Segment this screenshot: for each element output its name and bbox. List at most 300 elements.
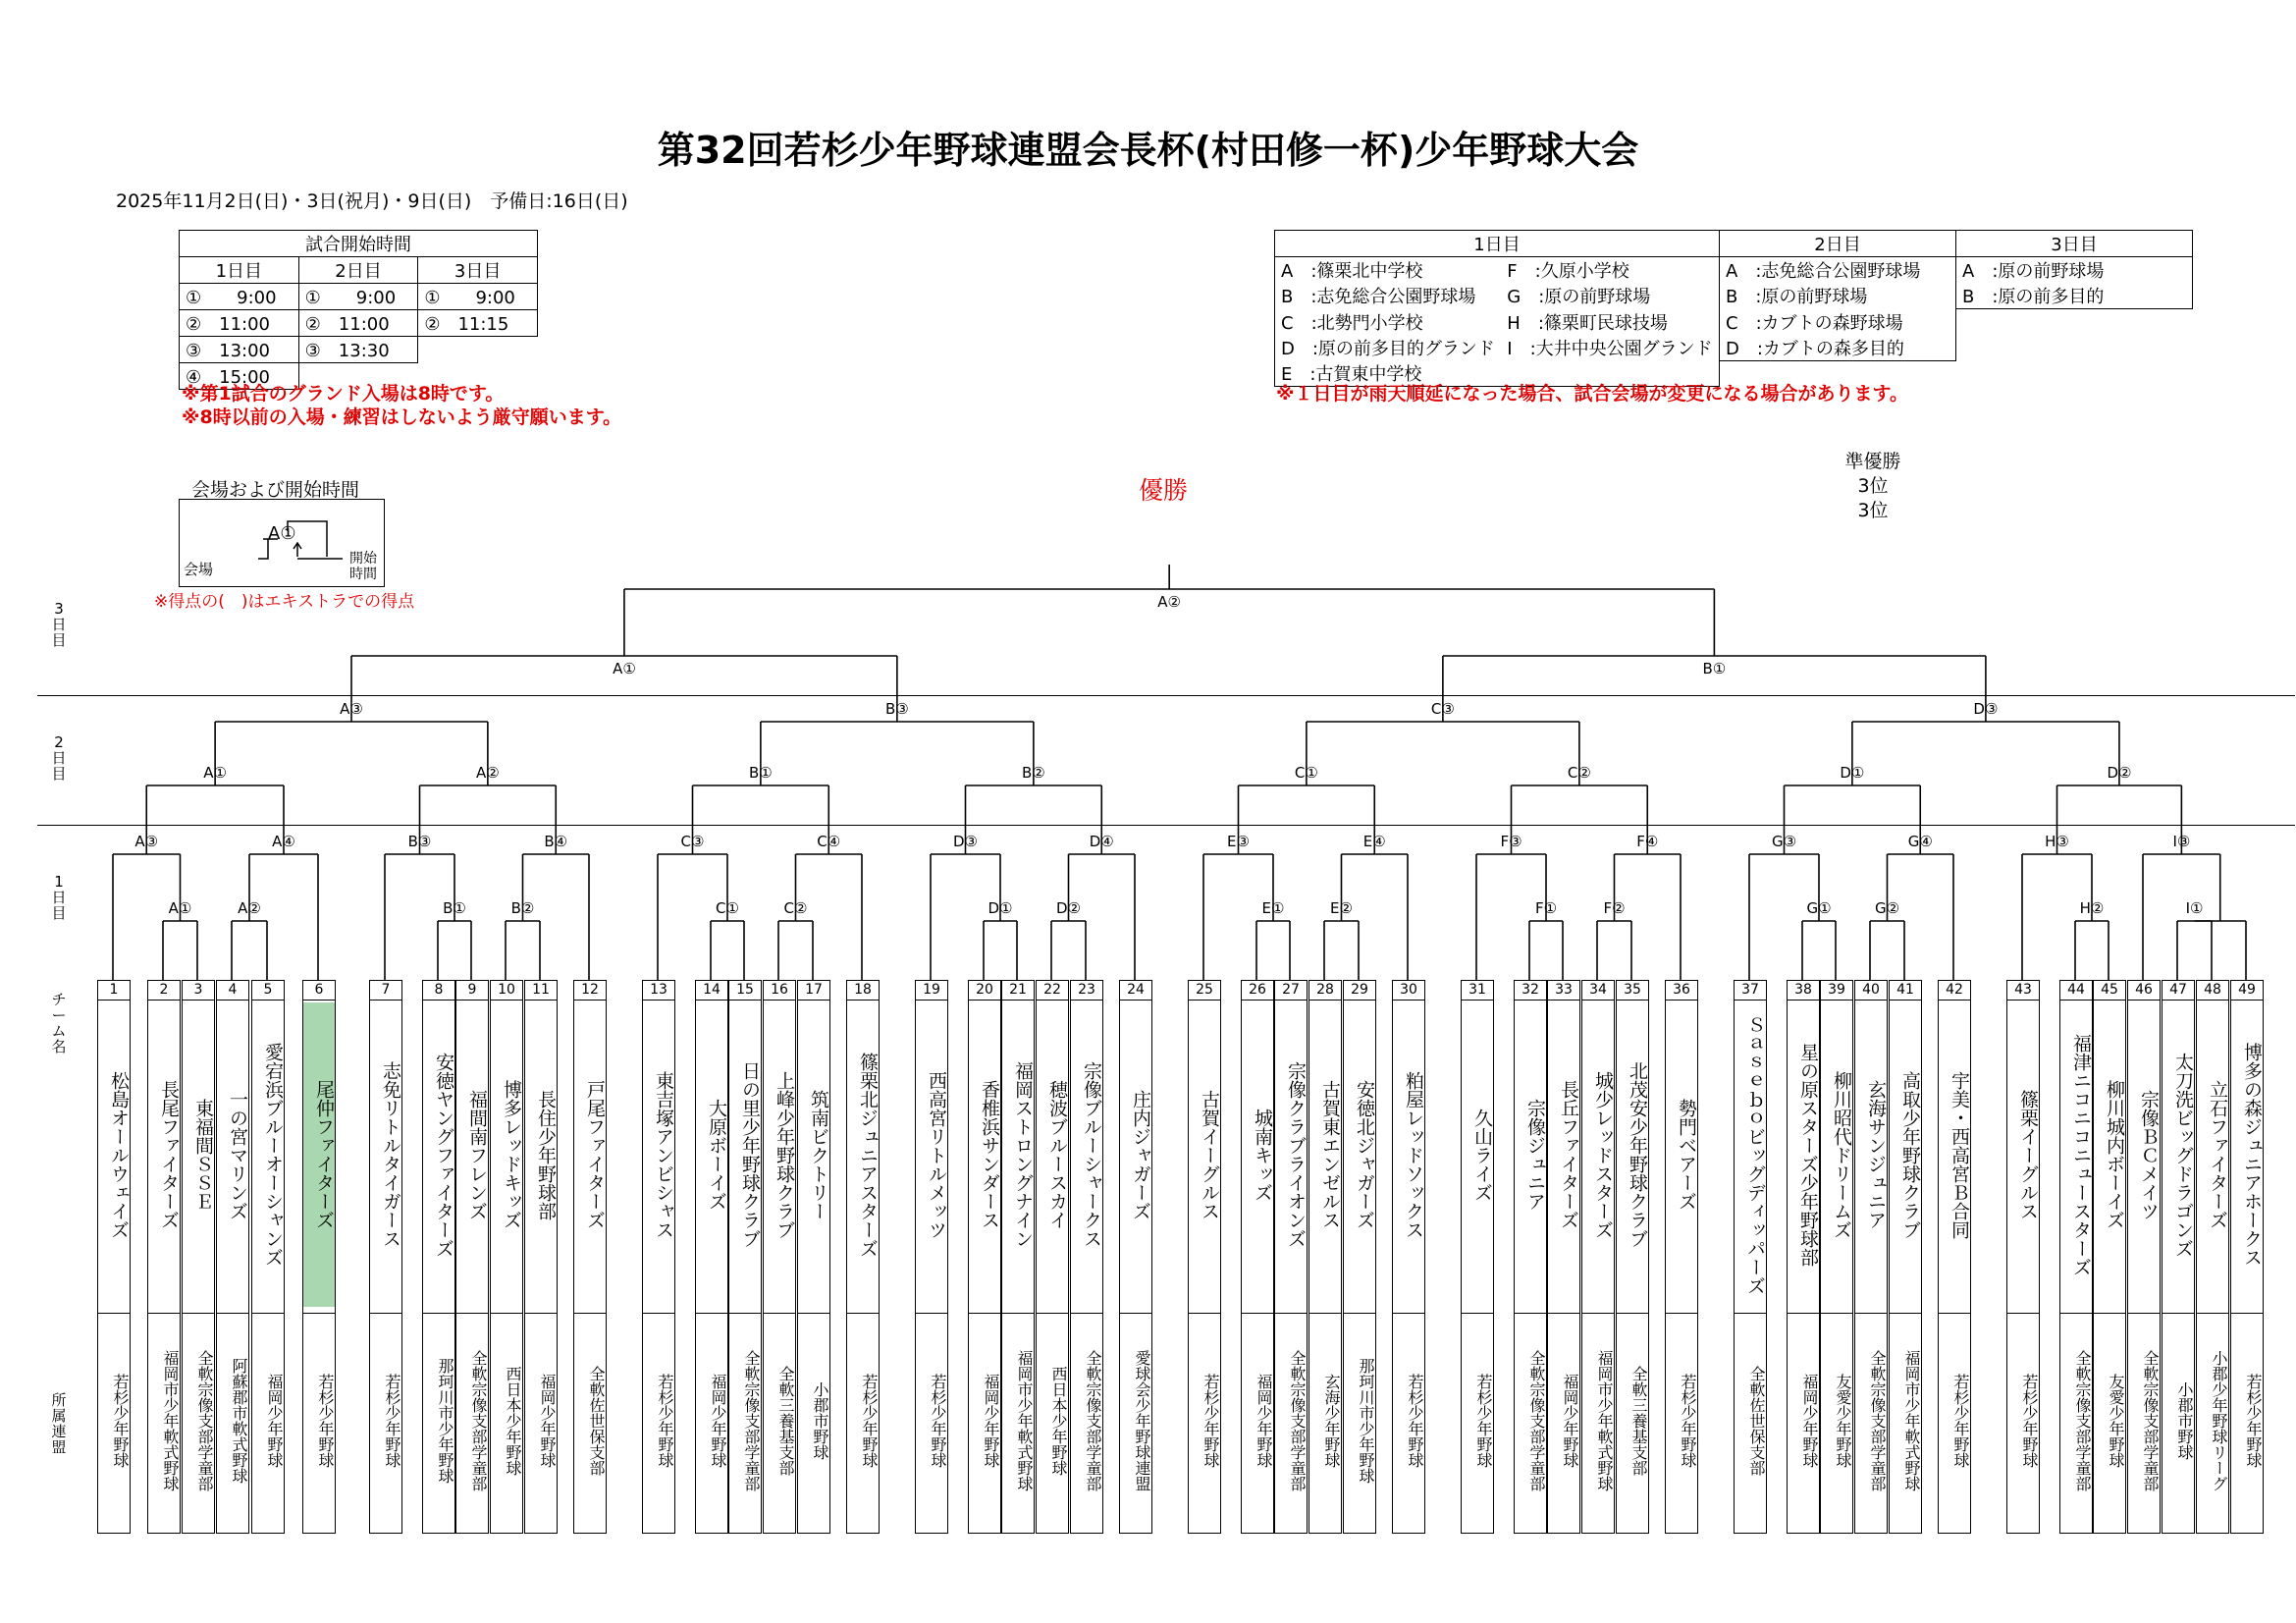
venue-cell: H :篠栗町民球技場 [1501, 309, 1719, 335]
team-separator [1735, 1313, 1766, 1314]
team-separator [798, 1313, 829, 1314]
team-column [1274, 980, 1308, 1534]
first-round-slot: G② [1874, 899, 1900, 917]
team-name: 筑南ビクトリー [808, 1089, 829, 1220]
team-league: 全軟宗像支部学童部 [2141, 1350, 2160, 1491]
team-league: 小郡市野球 [2175, 1381, 2194, 1460]
team-league: 福岡少年野球 [1255, 1374, 1273, 1468]
team-league: 愛球会少年野球連盟 [1133, 1350, 1151, 1491]
team-league: 友愛少年野球 [2107, 1374, 2125, 1468]
tournament-dates: 2025年11月2日(日)・3日(祝月)・9日(日) 予備日:16日(日) [116, 190, 628, 212]
team-number: 4 [217, 981, 248, 1001]
team-league: 若杉少年野球 [1951, 1374, 1970, 1468]
team-separator [525, 1313, 557, 1314]
team-name: 宗像ブルーシャークス [1081, 1061, 1102, 1248]
team-separator [574, 1313, 606, 1314]
team-league: 福岡少年野球 [265, 1374, 284, 1468]
team-separator [1189, 1313, 1220, 1314]
team-league: 全軟宗像支部学童部 [1868, 1350, 1887, 1491]
team-number: 33 [1548, 981, 1579, 1001]
legend-time-label: 開始時間 [349, 551, 377, 582]
row-label-team: チーム名 [51, 991, 67, 1055]
team-column [369, 980, 402, 1534]
team-column [2230, 980, 2264, 1534]
venue-cell: D :カブトの森多目的 [1720, 335, 1956, 361]
team-number: 39 [1821, 981, 1852, 1001]
team-league: 若杉少年野球 [1474, 1374, 1493, 1468]
time-cell: ② 11:00 [298, 310, 418, 337]
day-header: 1日目 [180, 257, 299, 284]
team-number: 20 [969, 981, 1000, 1001]
third-label: 3位 [1857, 475, 1889, 497]
team-name: 北茂安少年野球クラブ [1627, 1061, 1648, 1248]
team-number: 46 [2128, 981, 2160, 1001]
venue-day-header: 1日目 [1275, 231, 1720, 257]
day1-slot: C④ [817, 833, 841, 850]
team-separator [1939, 1313, 1970, 1314]
team-column [2006, 980, 2040, 1534]
time-cell: ③ 13:30 [298, 337, 418, 363]
team-league: 若杉少年野球 [383, 1374, 401, 1468]
day1-slot: I③ [2172, 833, 2191, 850]
team-name: 穂波ブルースカイ [1046, 1080, 1068, 1229]
team-name: 長住少年野球部 [535, 1089, 557, 1220]
final-slot: A② [1157, 593, 1182, 611]
team-separator [2128, 1313, 2160, 1314]
day1-slot: D④ [1089, 833, 1114, 850]
day1-slot: F③ [1500, 833, 1522, 850]
team-column [1889, 980, 1922, 1534]
venue-cell: G :原の前野球場 [1501, 283, 1719, 309]
team-separator [456, 1313, 488, 1314]
time-cell: ① 9:00 [298, 284, 418, 310]
team-column [1938, 980, 1971, 1534]
first-round-slot: C① [716, 899, 739, 917]
team-column [1392, 980, 1425, 1534]
team-separator [1393, 1313, 1424, 1314]
team-league: 若杉少年野球 [2020, 1374, 2039, 1468]
team-separator [2094, 1313, 2125, 1314]
team-number: 1 [98, 981, 130, 1001]
team-league: 福岡市少年軟式野球 [161, 1350, 180, 1491]
note-ground-entry: ※第1試合のグランド入場は8時です。 [182, 383, 505, 405]
team-name: 戸尾ファイターズ [584, 1080, 606, 1229]
team-column [763, 980, 796, 1534]
day2-slot: D③ [1973, 700, 1999, 718]
team-separator [217, 1313, 248, 1314]
legend-title: 会場および開始時間 [191, 479, 360, 501]
day3-slot: A① [613, 660, 636, 677]
team-name: 庄内ジャガーズ [1130, 1089, 1151, 1220]
day2-first-slot: A② [476, 764, 500, 782]
team-number: 48 [2197, 981, 2228, 1001]
team-number: 45 [2094, 981, 2125, 1001]
team-separator [1120, 1313, 1151, 1314]
team-separator [764, 1313, 795, 1314]
time-cell: ④ 15:00 [180, 363, 299, 390]
team-league: 全軟三養基支部 [1629, 1366, 1648, 1476]
note-practice: ※8時以前の入場・練習はしないよう厳守願います。 [182, 406, 622, 428]
team-column [1581, 980, 1615, 1534]
team-name: 愛宕浜ブルーオーシャンズ [262, 1043, 284, 1267]
team-column [216, 980, 249, 1534]
first-round-slot: E① [1261, 899, 1285, 917]
team-separator [696, 1313, 727, 1314]
third-label: 3位 [1857, 500, 1889, 521]
team-column [2127, 980, 2161, 1534]
team-column [1461, 980, 1494, 1534]
day1-slot: G④ [1907, 833, 1933, 850]
team-name: 宇美・西高宮Ｂ合同 [1949, 1070, 1970, 1239]
team-column [2162, 980, 2195, 1534]
team-separator [1788, 1313, 1819, 1314]
team-league: 若杉少年野球 [1406, 1374, 1424, 1468]
team-separator [1821, 1313, 1852, 1314]
venue-cell: I :大井中央公園グランド [1501, 335, 1719, 361]
first-round-slot: I① [2185, 899, 2204, 917]
team-league: 全軟宗像支部学童部 [2073, 1350, 2092, 1491]
team-league: 小郡少年野球リーグ [2210, 1350, 2228, 1491]
day1-slot: G③ [1771, 833, 1797, 850]
team-number: 8 [423, 981, 454, 1001]
team-column [915, 980, 948, 1534]
team-column [1343, 980, 1376, 1534]
team-league: 福岡少年野球 [1561, 1374, 1579, 1468]
team-column [1001, 980, 1035, 1534]
team-column [97, 980, 131, 1534]
team-number: 19 [916, 981, 947, 1001]
team-number: 34 [1582, 981, 1614, 1001]
team-number: 36 [1666, 981, 1697, 1001]
first-round-slot: F① [1534, 899, 1558, 917]
team-league: 小郡市野球 [811, 1381, 829, 1460]
team-league: 那珂川市少年野球 [1357, 1358, 1375, 1484]
row-label-day2: 2日目 [51, 733, 67, 783]
team-name: 尾仲ファイターズ [303, 1002, 335, 1307]
row-label-league: 所属連盟 [51, 1391, 67, 1456]
venue-day-header: 2日目 [1720, 231, 1956, 257]
team-column [1734, 980, 1767, 1534]
team-column [1787, 980, 1820, 1534]
team-separator [148, 1313, 180, 1314]
team-league: 全軟佐世保支部 [1747, 1366, 1766, 1476]
venue-day-header: 3日目 [1956, 231, 2193, 257]
team-number: 30 [1393, 981, 1424, 1001]
runner-up-label: 準優勝 [1844, 451, 1901, 472]
team-number: 17 [798, 981, 829, 1001]
team-league: 友愛少年野球 [1834, 1374, 1852, 1468]
team-number: 6 [303, 981, 335, 1001]
team-name: 宗像ＢＣメイツ [2138, 1089, 2160, 1220]
team-separator [423, 1313, 454, 1314]
venue-cell: D :原の前多目的グランド [1275, 335, 1502, 361]
day2-first-slot: B① [749, 764, 773, 782]
team-separator [1462, 1313, 1493, 1314]
team-column [524, 980, 558, 1534]
team-name: 篠栗イーグルス [2017, 1089, 2039, 1220]
first-round-slot: C② [783, 899, 808, 917]
team-separator [252, 1313, 284, 1314]
team-separator [370, 1313, 401, 1314]
team-separator [1037, 1313, 1068, 1314]
day1-slot: A④ [272, 833, 295, 850]
team-number: 26 [1242, 981, 1273, 1001]
first-round-slot: A① [168, 899, 192, 917]
team-separator [491, 1313, 522, 1314]
team-separator [2231, 1313, 2263, 1314]
team-number: 11 [525, 981, 557, 1001]
team-name: 柳川城内ボーイズ [2104, 1080, 2125, 1229]
team-number: 14 [696, 981, 727, 1001]
team-separator [847, 1313, 879, 1314]
team-league: 福岡少年野球 [982, 1374, 1000, 1468]
team-separator [1855, 1313, 1887, 1314]
time-cell: ② 11:00 [180, 310, 299, 337]
team-number: 2 [148, 981, 180, 1001]
team-league: 全軟佐世保支部 [587, 1366, 606, 1476]
team-league: 全軟宗像支部学童部 [742, 1350, 761, 1491]
team-column [1820, 980, 1853, 1534]
team-number: 29 [1344, 981, 1375, 1001]
team-number: 37 [1735, 981, 1766, 1001]
champion-label: 優勝 [1139, 476, 1189, 505]
team-name: 久山ライズ [1471, 1108, 1493, 1202]
team-league: 若杉少年野球 [860, 1374, 879, 1468]
team-league: 福岡少年野球 [538, 1374, 557, 1468]
team-league: 若杉少年野球 [656, 1374, 674, 1468]
team-column [728, 980, 762, 1534]
team-number: 7 [370, 981, 401, 1001]
row-label-day1: 1日目 [51, 873, 67, 922]
team-column [2093, 980, 2126, 1534]
first-round-slot: H② [2079, 899, 2105, 917]
first-round-slot: D② [1056, 899, 1081, 917]
note-rain-delay: ※１日目が雨天順延になった場合、試合会場が変更になる場合があります。 [1276, 383, 1908, 405]
team-separator [1515, 1313, 1546, 1314]
team-separator [1275, 1313, 1307, 1314]
first-round-slot: E② [1330, 899, 1353, 917]
team-name: 香椎浜サンダース [979, 1080, 1000, 1229]
day2-first-slot: B② [1022, 764, 1045, 782]
time-cell: ② 11:15 [418, 310, 538, 337]
day1-slot: B④ [544, 833, 568, 850]
team-league: 阿蘇郡市軟式野球 [230, 1358, 248, 1484]
team-number: 32 [1515, 981, 1546, 1001]
team-name: 古賀イーグルス [1199, 1089, 1220, 1220]
team-column [642, 980, 675, 1534]
team-number: 40 [1855, 981, 1887, 1001]
venue-cell: A :原の前野球場 [1956, 257, 2193, 284]
team-column [1665, 980, 1698, 1534]
team-name: 上峰少年野球クラブ [774, 1070, 795, 1239]
day1-slot: D③ [953, 833, 978, 850]
team-column [573, 980, 607, 1534]
team-column [1036, 980, 1069, 1534]
team-league: 福岡少年野球 [1800, 1374, 1819, 1468]
team-name: 福間南フレンズ [466, 1089, 488, 1220]
team-league: 西日本少年野球 [1049, 1366, 1068, 1476]
team-name: 立石ファイターズ [2207, 1080, 2228, 1229]
team-number: 15 [729, 981, 761, 1001]
team-league: 全軟宗像支部学童部 [469, 1350, 488, 1491]
team-separator [1617, 1313, 1648, 1314]
team-column [1070, 980, 1103, 1534]
team-name: 宗像クラブライオンズ [1285, 1061, 1307, 1248]
day1-slot: C③ [680, 833, 705, 850]
team-separator [1309, 1313, 1341, 1314]
venue-cell: B :原の前野球場 [1720, 283, 1956, 309]
team-separator [2060, 1313, 2092, 1314]
team-league: 西日本少年野球 [504, 1366, 522, 1476]
team-number: 38 [1788, 981, 1819, 1001]
team-number: 41 [1890, 981, 1921, 1001]
start-time-header: 試合開始時間 [180, 231, 538, 257]
team-name: 福津ニコニコニュースターズ [2070, 1033, 2092, 1276]
team-separator [729, 1313, 761, 1314]
team-separator [1582, 1313, 1614, 1314]
team-name: 太刀洗ビッグドラゴンズ [2172, 1052, 2194, 1258]
team-number: 47 [2163, 981, 2194, 1001]
team-column [147, 980, 181, 1534]
team-separator [2197, 1313, 2228, 1314]
team-column [1514, 980, 1547, 1534]
team-name: 松島オールウェイズ [108, 1070, 130, 1239]
team-number: 13 [643, 981, 674, 1001]
team-name: 長尾ファイターズ [158, 1080, 180, 1229]
team-name: 高取少年野球クラブ [1899, 1070, 1921, 1239]
team-number: 31 [1462, 981, 1493, 1001]
team-column [1854, 980, 1888, 1534]
team-league: 全軟宗像支部学童部 [195, 1350, 214, 1491]
team-name: 安徳ヤングファイターズ [433, 1052, 454, 1258]
team-column [1308, 980, 1342, 1534]
team-separator [2007, 1313, 2039, 1314]
team-name: 日の里少年野球クラブ [739, 1061, 761, 1248]
team-name: 西高宮リトルメッツ [926, 1070, 947, 1239]
first-round-slot: B① [443, 899, 466, 917]
team-column [2196, 980, 2229, 1534]
team-league: 玄海少年野球 [1322, 1374, 1341, 1468]
team-name: 博多の森ジュニアホークス [2241, 1043, 2263, 1267]
first-round-slot: B② [510, 899, 535, 917]
team-name: 宗像ジュニア [1524, 1099, 1546, 1211]
team-column [968, 980, 1001, 1534]
team-separator [183, 1313, 214, 1314]
team-separator [1071, 1313, 1102, 1314]
team-name: 長丘ファイターズ [1558, 1080, 1579, 1229]
venue-cell: B :原の前多目的 [1956, 283, 2193, 309]
team-name: 粕屋レッドソックス [1403, 1070, 1424, 1239]
team-league: 全軟宗像支部学童部 [1288, 1350, 1307, 1491]
team-number: 49 [2231, 981, 2263, 1001]
day2-first-slot: A① [203, 764, 227, 782]
team-separator [1002, 1313, 1034, 1314]
team-separator [969, 1313, 1000, 1314]
team-name: 一の宮マリンズ [227, 1089, 248, 1220]
team-separator [1242, 1313, 1273, 1314]
day-header: 2日目 [298, 257, 418, 284]
first-round-slot: D① [988, 899, 1013, 917]
team-number: 16 [764, 981, 795, 1001]
time-cell: ① 9:00 [180, 284, 299, 310]
page-title: 第32回若杉少年野球連盟会長杯(村田修一杯)少年野球大会 [657, 129, 1639, 172]
team-separator [303, 1313, 335, 1314]
team-number: 42 [1939, 981, 1970, 1001]
team-name: 城南キッズ [1252, 1108, 1273, 1202]
venue-cell: F :久原小学校 [1501, 257, 1719, 284]
team-number: 9 [456, 981, 488, 1001]
team-name: 東吉塚アンビシャス [653, 1070, 674, 1239]
team-column [1616, 980, 1649, 1534]
first-round-slot: A② [238, 899, 261, 917]
team-name: 城少レッドスターズ [1592, 1070, 1614, 1239]
team-name: 大原ボーイズ [706, 1099, 727, 1211]
team-league: 福岡少年野球 [709, 1374, 727, 1468]
team-number: 3 [183, 981, 214, 1001]
row-label-day3: 3日目 [51, 600, 67, 649]
team-name: 玄海サンジュニア [1865, 1080, 1887, 1229]
team-name: 古賀東エンゼルス [1319, 1080, 1341, 1229]
team-name: 東福間ＳＳＥ [192, 1099, 214, 1211]
team-column [2059, 980, 2093, 1534]
team-column [422, 980, 455, 1534]
team-column [695, 980, 728, 1534]
team-league: 若杉少年野球 [929, 1374, 947, 1468]
legend-extra-note: ※得点の( )はエキストラでの得点 [154, 592, 415, 612]
team-number: 44 [2060, 981, 2092, 1001]
team-separator [98, 1313, 130, 1314]
day1-slot: A③ [134, 833, 159, 850]
day2-slot: C③ [1430, 700, 1455, 718]
team-name: 安徳北ジャガーズ [1354, 1080, 1375, 1229]
team-column [1119, 980, 1152, 1534]
team-league: 那珂川市少年野球 [436, 1358, 454, 1484]
team-number: 23 [1071, 981, 1102, 1001]
team-number: 27 [1275, 981, 1307, 1001]
team-separator [1548, 1313, 1579, 1314]
team-column [797, 980, 830, 1534]
legend-sample-slot: A① [268, 523, 296, 544]
team-column [1547, 980, 1580, 1534]
team-separator [1344, 1313, 1375, 1314]
team-number: 22 [1037, 981, 1068, 1001]
venue-cell: A :志免総合公園野球場 [1720, 257, 1956, 284]
team-league: 福岡市少年軟式野球 [1902, 1350, 1921, 1491]
time-cell: ③ 13:00 [180, 337, 299, 363]
venue-cell: B :志免総合公園野球場 [1275, 283, 1502, 309]
team-league: 全軟三養基支部 [776, 1366, 795, 1476]
day2-first-slot: D② [2107, 764, 2132, 782]
day2-slot: A③ [340, 700, 363, 718]
team-column [1188, 980, 1221, 1534]
team-league: 福岡市少年軟式野球 [1015, 1350, 1034, 1491]
team-name: 勢門ベアーズ [1676, 1099, 1697, 1211]
team-league: 若杉少年野球 [111, 1374, 130, 1468]
team-column [846, 980, 880, 1534]
first-round-slot: F② [1603, 899, 1626, 917]
team-league: 若杉少年野球 [2244, 1374, 2263, 1468]
team-name: 福岡ストロングナイン [1012, 1061, 1034, 1248]
team-league: 全軟宗像支部学童部 [1084, 1350, 1102, 1491]
legend-venue-label: 会場 [184, 561, 214, 578]
time-cell: ① 9:00 [418, 284, 538, 310]
team-number: 24 [1120, 981, 1151, 1001]
team-number: 28 [1309, 981, 1341, 1001]
day1-slot: E④ [1362, 833, 1386, 850]
team-number: 35 [1617, 981, 1648, 1001]
day-header: 3日目 [418, 257, 538, 284]
team-separator [1666, 1313, 1697, 1314]
